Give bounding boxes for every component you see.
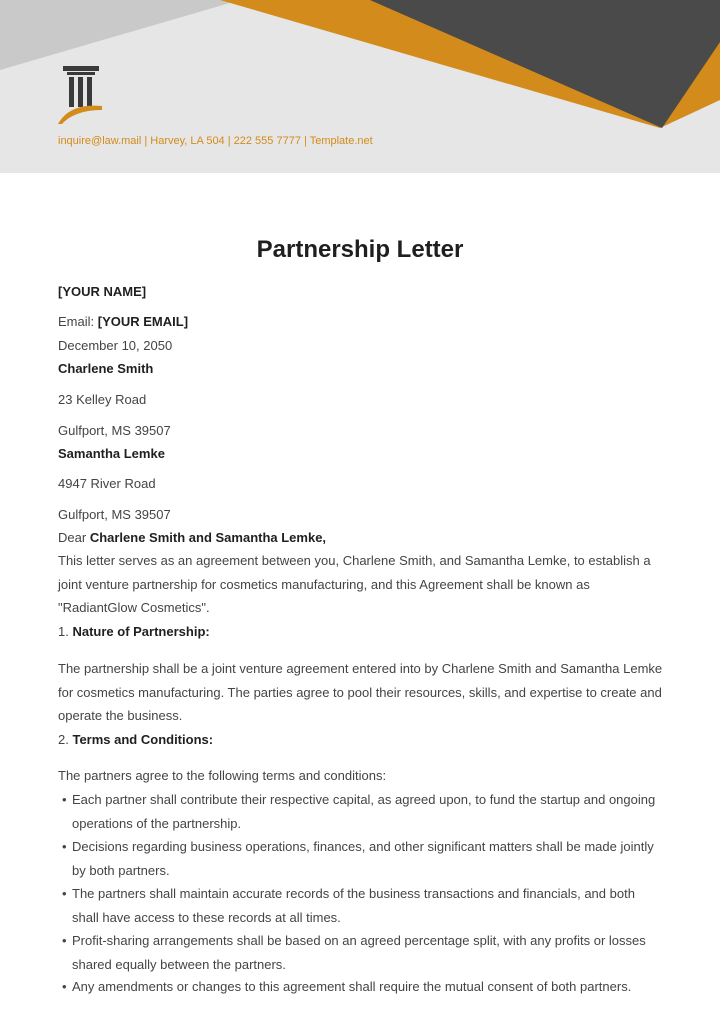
light-gray-triangle [0,0,240,70]
list-item [62,882,662,929]
list-item [62,929,662,976]
list-item-text: Decisions regarding business operations, finances, and other significant matters shall be made jointly by both partners. [72,839,654,878]
greeting [58,530,326,545]
bullet-icon: • [62,979,67,994]
list-item [62,788,662,835]
list-item [62,835,662,882]
recipient1-city: Gulfport, MS 39507 [58,423,171,438]
letter-date: December 10, 2050 [58,338,173,353]
recipient2-name: Samantha Lemke [58,446,165,461]
bullet-icon: • [62,886,67,901]
list-item-text: Any amendments or changes to this agreement shall require the mutual consent of both partners. [72,979,632,994]
sender-name: [YOUR NAME] [58,284,147,299]
bullet-icon: • [62,839,67,854]
sender-email [58,314,188,329]
letterhead-shapes [0,0,720,173]
recipient1-street: 23 Kelley Road [58,392,147,407]
section-1-title: Nature of Partnership: [72,624,210,639]
recipient2-street: 4947 River Road [58,476,156,491]
section-1-heading [58,624,210,639]
contact-info: inquire@law.mail | Harvey, LA 504 | 222 555 7777 | Template.net [58,135,373,147]
bullet-icon: • [62,933,67,948]
recipient2-city: Gulfport, MS 39507 [58,507,171,522]
section-1-number: 1. [58,624,69,639]
letterhead [0,0,720,173]
page-title: Partnership Letter [256,236,464,263]
email-label: Email: [58,314,95,329]
recipient1-name: Charlene Smith [58,361,154,376]
email-value: [YOUR EMAIL] [97,314,189,329]
intro-paragraph: This letter serves as an agreement between you, Charlene Smith, and Samantha Lemke, to establish a joint venture partnership for cosmetics manufacturing, and this Agreement shall be known as "RadiantGlow Cosmetics". [58,553,651,615]
section-2-title: Terms and Conditions: [72,732,214,747]
section-2-heading [58,732,213,747]
section-1-body: The partnership shall be a joint venture agreement entered into by Charlene Smith and Samantha Lemke for cosmetics manufacturing. The parties agree to pool their resources, skills, and expertise to create and operate the business. [58,661,663,723]
bullet-icon: • [62,792,67,807]
dark-gray-shape [370,0,720,128]
pillar-icon [58,66,104,124]
list-item-text: Profit-sharing arrangements shall be based on an agreed percentage split, with any profits or losses shared equally between the partners. [72,933,646,972]
section-2-body: The partners agree to the following terms and conditions: [58,768,387,783]
section-2-number: 2. [58,732,69,747]
list-item-text: The partners shall maintain accurate records of the business transactions and financials, and both shall have access to these records at all times. [72,886,635,925]
list-item [62,975,662,999]
list-item-text: Each partner shall contribute their respective capital, as agreed upon, to fund the startup and ongoing operations of the partnership. [72,792,656,831]
greeting-names: Charlene Smith and Samantha Lemke, [89,530,327,545]
greeting-prefix: Dear [58,530,87,545]
